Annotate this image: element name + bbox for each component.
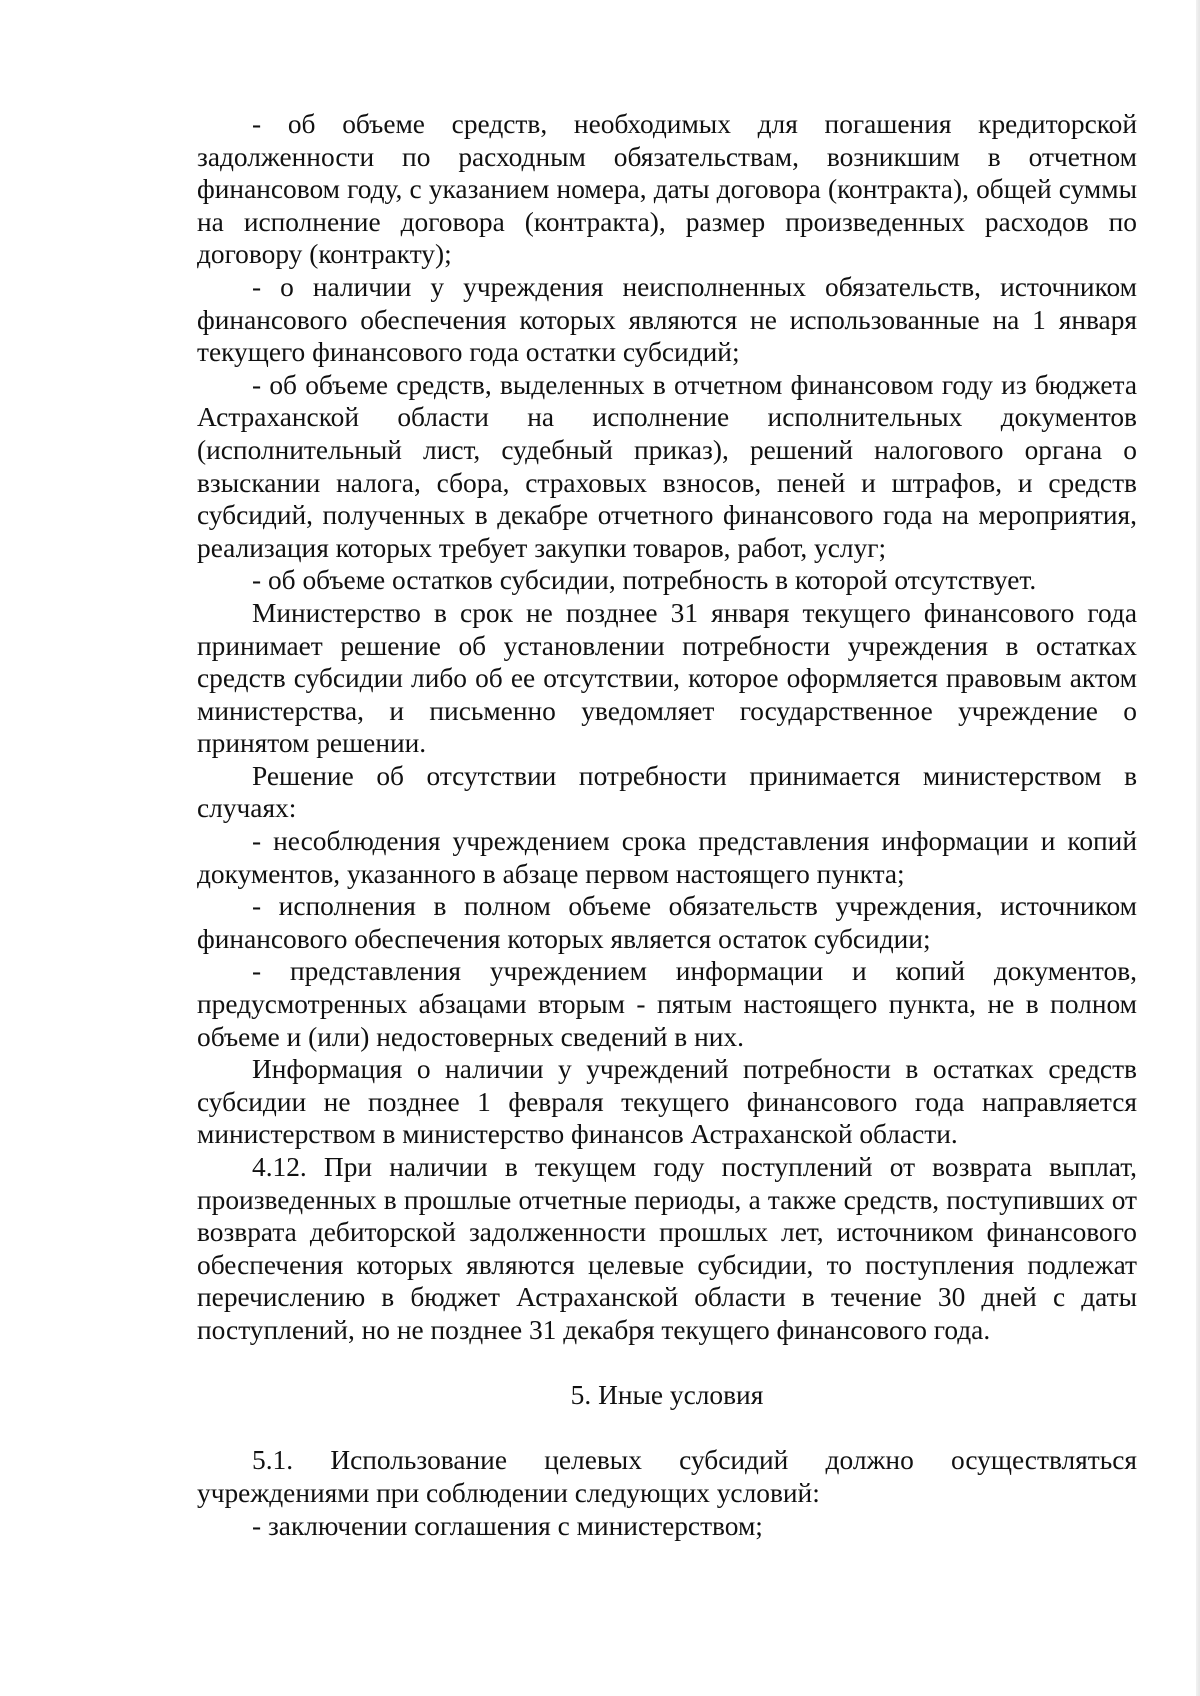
paragraph-5-1: 5.1. Использование целевых субсидий должно осуществляться учреждениями при соблюдении следующих условий:: [197, 1445, 1137, 1508]
paragraph-absence-decision: Решение об отсутствии потребности принимается министерством в случаях:: [197, 760, 1137, 824]
paragraph-noncompliance: - несоблюдения учреждением срока представления информации и копий документов, указанного в абзаце первом настоящего пункта;: [197, 826, 1137, 889]
document-body: [197, 108, 1137, 1542]
page-edge: [1196, 0, 1200, 1696]
blank-line: [197, 1347, 1137, 1380]
paragraph-creditor-debt: - об объеме средств, необходимых для погашения кредиторской задолженности по расходным обязательствам, возникшим в отчетном финансовом году, с указанием номера, даты договора (контракта), общей суммы на исполнение договора (контракта), размер произведенных расходов по договору (контракту);: [197, 109, 1137, 270]
paragraph-information-deadline: Информация о наличии у учреждений потребности в остатках средств субсидии не позднее 1 февраля текущего финансового года направляется министерством в министерство финансов Астраханской области.: [197, 1054, 1137, 1150]
paragraph-unfulfilled-obligations: - о наличии у учреждения неисполненных обязательств, источником финансового обеспечения которых являются не использованные на 1 января текущего финансового года остатки субсидий;: [197, 271, 1137, 368]
paragraph-ministry-decision: Министерство в срок не позднее 31 января текущего финансового года принимает решение об установлении потребности учреждения в остатках средств субсидии либо об ее отсутствии, которое оформляется правовым актом министерства, и письменно уведомляет государственное учреждение о принятом решении.: [197, 597, 1137, 759]
paragraph-incomplete-info: - представления учреждением информации и копий документов, предусмотренных абзацами вторым - пятым настоящего пункта, не в полном объеме и (или) недостоверных сведений в них.: [197, 956, 1137, 1052]
paragraph-full-execution: - исполнения в полном объеме обязательств учреждения, источником финансового обеспечения которых является остаток субсидии;: [197, 891, 1137, 954]
paragraph-4-12: 4.12. При наличии в текущем году поступлений от возврата выплат, произведенных в прошлые отчетные периоды, а также средств, поступивших от возврата дебиторской задолженности прошлых лет, источником финансового обеспечения которых являются целевые субсидии, то поступления подлежат перечислению в бюджет Астраханской области в течение 30 дней с даты поступлений, но не позднее 31 декабря текущего финансового года.: [197, 1152, 1137, 1345]
paragraph-agreement: - заключении соглашения с министерством;: [252, 1510, 763, 1541]
section-heading: 5. Иные условия: [570, 1380, 764, 1411]
paragraph-remaining-subsidy: - об объеме остатков субсидии, потребность в которой отсутствует.: [252, 565, 1037, 596]
paragraph-allocated-funds: - об объеме средств, выделенных в отчетном финансовом году из бюджета Астраханской области на исполнение исполнительных документов (исполнительный лист, судебный приказ), решений налогового органа о взыскании налога, сбора, страховых взносов, пеней и штрафов, и средств субсидий, полученных в декабре отчетного финансового года на мероприятия, реализация которых требует закупки товаров, работ, услуг;: [197, 369, 1137, 563]
blank-line: [197, 1412, 1137, 1445]
